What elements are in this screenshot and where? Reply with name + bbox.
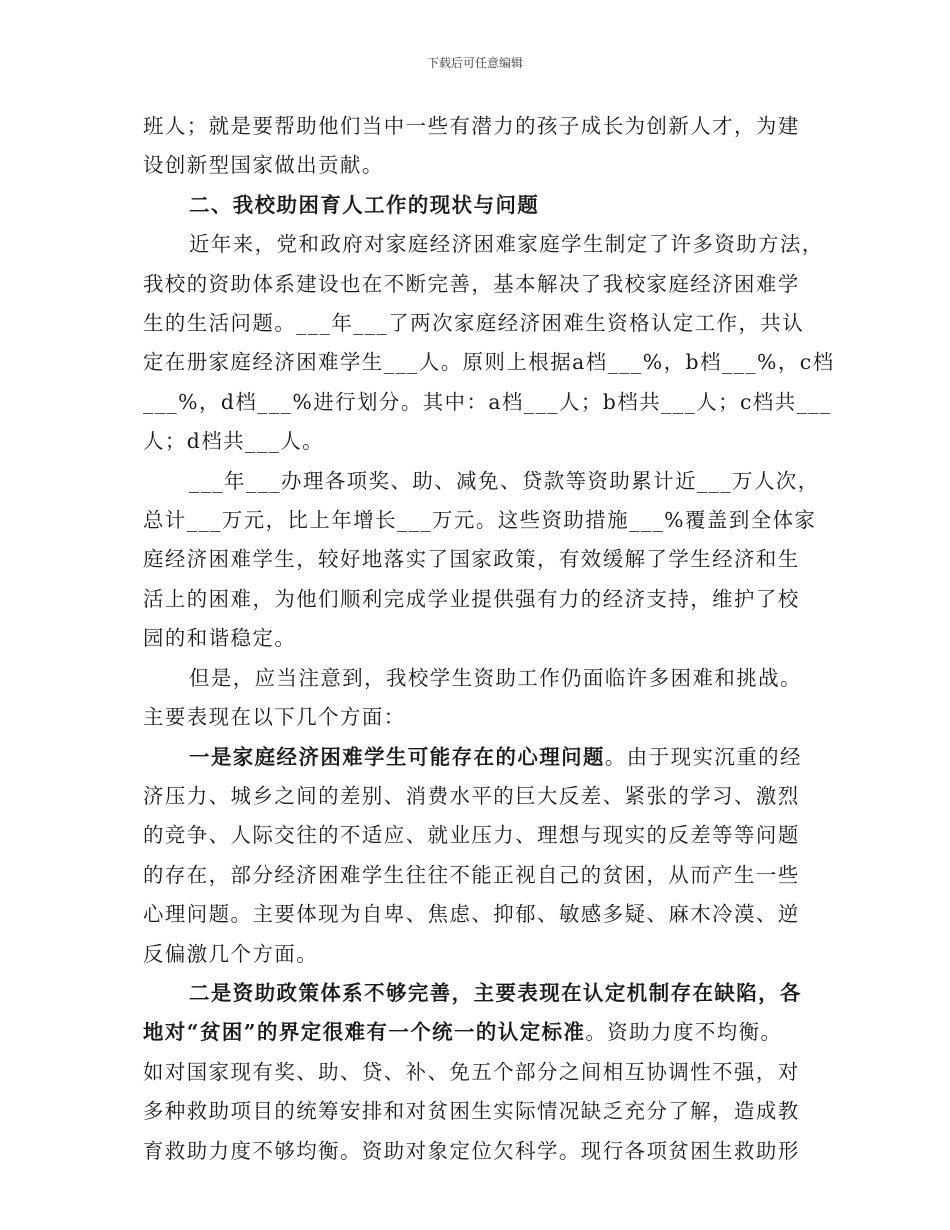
text-line: 心理问题。主要体现为自卑、焦虑、抑郁、敏感多疑、麻木冷漠、逆 [143,902,800,927]
text-line: 设创新型国家做出贡献。 [143,153,384,178]
section-heading [143,186,815,225]
text-line: 近年来，党和政府对家庭经济困难家庭学生制定了许多资助方法， [189,232,824,257]
text-line: 我校的资助体系建设也在不断完善，基本解决了我校家庭经济困难学 [143,271,800,296]
text-line: 活上的困难，为他们顺利完成学业提供强有力的经济支持，维护了校 [143,586,800,611]
paragraph-continuation [143,107,815,186]
text-line: 定在册家庭经济困难学生___人。原则上根据a档___%，b档___%，c档 [143,350,835,375]
text-line: 反偏激几个方面。 [143,941,319,966]
text-line: 总计___万元，比上年增长___万元。这些资助措施___%覆盖到全体家 [143,508,817,533]
paragraph-issue-two [143,974,815,1171]
text-line: 的存在，部分经济困难学生往往不能正视自己的贫困，从而产生一些 [143,862,800,887]
text-run: 。资助力度不均衡。 [585,1020,783,1045]
bold-lead: 一是家庭经济困难学生可能存在的心理问题 [189,744,605,769]
section-heading-text: 二、我校助困育人工作的现状与问题 [189,192,540,217]
bold-line: 二是资助政策体系不够完善，主要表现在认定机制存在缺陷，各 [189,980,802,1005]
text-line: 多种救助项目的统筹安排和对贫困生实际情况缺乏充分了解，造成教 [143,1099,800,1124]
text-line: 人；d档共___人。 [143,429,324,454]
bold-run: 地对“贫困”的界定很难有一个统一的认定标准 [143,1020,586,1045]
text-line [143,1013,815,1052]
text-line: 班人；就是要帮助他们当中一些有潜力的孩子成长为创新人才，为建 [143,114,800,138]
text-run: 。由于现实沉重的经 [604,744,802,769]
text-line [143,738,815,777]
paragraph-funding [143,462,820,659]
text-line: 生的生活问题。___年___了两次家庭经济困难生资格认定工作，共认 [143,311,805,336]
text-line: 育救助力度不够均衡。资助对象定位欠科学。现行各项贫困生救助形 [143,1138,800,1163]
paragraph-issue-one [143,738,815,974]
text-line: 主要表现在以下几个方面： [143,705,406,730]
document-body [143,107,835,1171]
text-line: 庭经济困难学生，较好地落实了国家政策，有效缓解了学生经济和生 [143,547,800,572]
text-line: ___%，d档___%进行划分。其中：a档___人；b档共___人；c档共___ [143,389,832,414]
text-line: 济压力、城乡之间的差别、消费水平的巨大反差、紧张的学习、激烈 [143,783,800,808]
text-line: 如对国家现有奖、助、贷、补、免五个部分之间相互协调性不强，对 [143,1059,800,1084]
paragraph-challenges [143,659,815,738]
paragraph-status [143,225,835,461]
text-line: 园的和谐稳定。 [143,626,297,651]
page-header: 下载后可任意编辑 [426,56,523,70]
text-line: 的竞争、人际交往的不适应、就业压力、理想与现实的反差等等问题 [143,823,800,848]
text-line: 但是，应当注意到，我校学生资助工作仍面临许多困难和挑战。 [189,665,802,690]
text-line: ___年___办理各项奖、助、减免、贷款等资助累计近___万人次， [189,468,820,493]
